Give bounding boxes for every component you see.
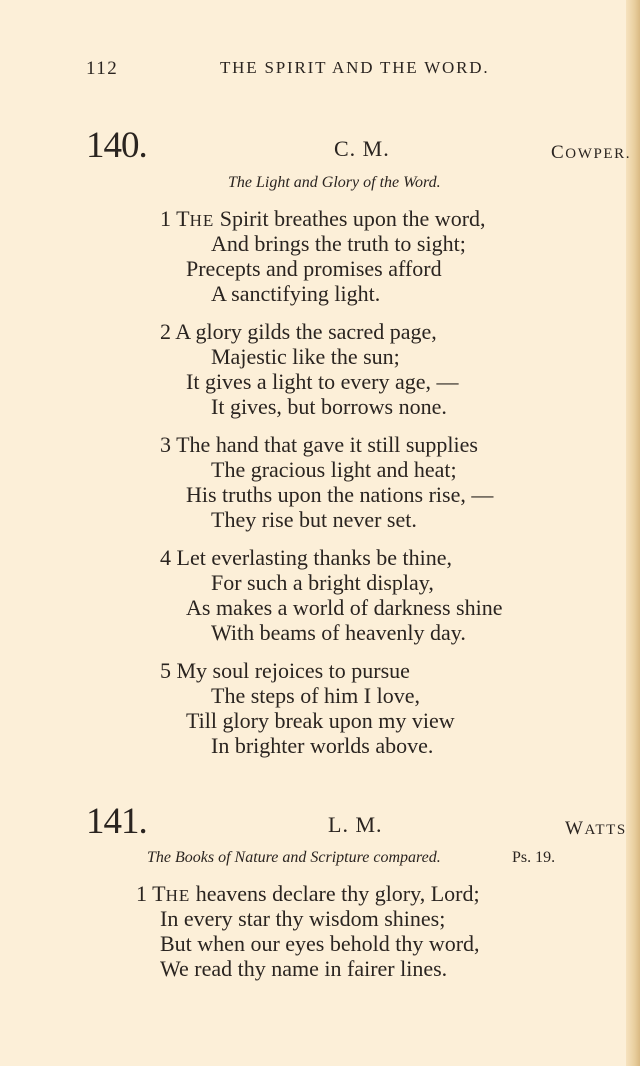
stanza-line: In every star thy wisdom shines; [160, 906, 446, 931]
author-rest: OWPER. [565, 146, 632, 162]
hymn-number: 140. [86, 125, 147, 166]
stanza-line [160, 432, 478, 458]
line-text: My soul rejoices to pursue [176, 658, 410, 683]
stanza-line: They rise but never set. [211, 507, 417, 532]
hymn-meter: L. M. [328, 812, 383, 837]
stanza-line: The gracious light and heat; [211, 457, 457, 482]
hymn-subtitle: The Books of Nature and Scripture compared. [147, 849, 441, 866]
hymn-author [551, 142, 631, 164]
stanza-line: And brings the truth to sight; [211, 231, 466, 256]
stanza-number: 3 [160, 432, 171, 457]
small-caps: HE [165, 886, 191, 905]
stanza-line [160, 206, 486, 232]
stanza-line [136, 881, 480, 907]
stanza-number: 2 [160, 319, 171, 344]
stanza-number: 1 [136, 881, 147, 906]
small-caps: HE [189, 211, 215, 230]
stanza-line: It gives, but borrows none. [211, 394, 447, 419]
stanza-line: The steps of him I love, [211, 683, 420, 708]
stanza-line: For such a bright display, [211, 570, 434, 595]
stanza-line: Till glory break upon my view [186, 708, 455, 733]
page-number: 112 [86, 58, 119, 79]
first-letter: T [152, 881, 166, 906]
first-letter: T [176, 206, 190, 231]
stanza-line: We read thy name in fairer lines. [160, 956, 448, 981]
stanza-line: But when our eyes behold thy word, [160, 931, 480, 956]
hymn-subtitle: The Light and Glory of the Word. [228, 174, 441, 191]
stanza-line: With beams of heavenly day. [211, 620, 466, 645]
stanza-line: As makes a world of darkness shine [186, 595, 503, 620]
stanza-line: In brighter worlds above. [211, 733, 434, 758]
line-text: The hand that gave it still supplies [176, 432, 478, 457]
line-text: A glory gilds the sacred page, [175, 319, 437, 344]
author-initial: W [565, 818, 585, 839]
stanza-line [160, 658, 410, 684]
hymn-number: 141. [86, 801, 147, 842]
stanza-line: His truths upon the nations rise, — [186, 482, 494, 507]
stanza-line [160, 545, 452, 571]
stanza-line [160, 319, 437, 345]
stanza-number: 5 [160, 658, 171, 683]
hymn-meter: C. M. [334, 136, 390, 161]
hymn-author [565, 818, 627, 840]
stanza-line: A sanctifying light. [211, 281, 381, 306]
line-text: Let everlasting thanks be thine, [176, 545, 453, 570]
scripture-reference: Ps. 19. [512, 849, 556, 866]
line-text: heavens declare thy glory, Lord; [190, 881, 480, 906]
stanza-number: 1 [160, 206, 171, 231]
running-title: THE SPIRIT AND THE WORD. [220, 58, 490, 77]
author-rest: ATTS [584, 822, 627, 838]
line-text: Spirit breathes upon the word, [214, 206, 486, 231]
stanza-line: It gives a light to every age, — [186, 369, 459, 394]
author-initial: C [551, 142, 566, 163]
stanza-line: Majestic like the sun; [211, 344, 400, 369]
stanza-number: 4 [160, 545, 171, 570]
stanza-line: Precepts and promises afford [186, 256, 442, 281]
